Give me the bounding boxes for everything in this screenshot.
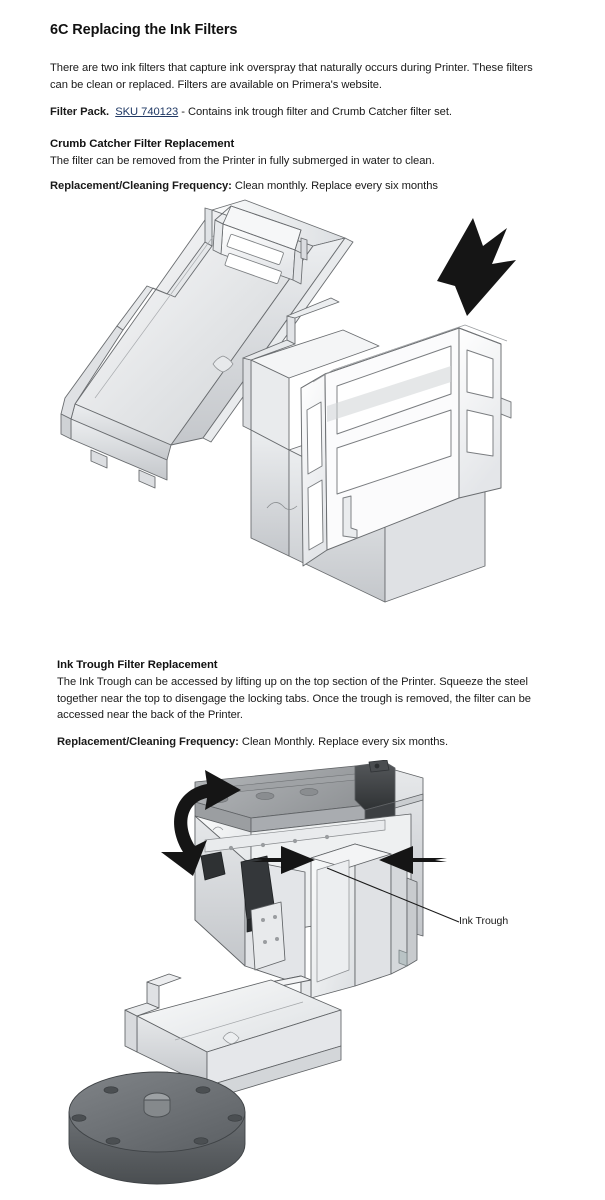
ink-trough-heading: Ink Trough Filter Replacement [57,659,218,671]
up-arrow-icon [437,218,516,316]
filter-pack-label: Filter Pack. [50,106,110,118]
filter-pack-line [50,104,550,121]
ink-trough-body: The Ink Trough can be accessed by lifting up on the top section of the Printer. Squeeze the steel together near the top to disengage the locking tabs. Once the trough is removed, the filter can be accessed near the back of the Printer. [57,676,531,721]
ink-trough-frequency-label: Replacement/Cleaning Frequency: [57,736,239,748]
ink-trough-frequency-value: Clean Monthly. Replace every six months. [238,736,449,748]
intro-paragraph: There are two ink filters that capture ink overspray that naturally occurs during Printer. These filters can be clean or replaced. Filters are available on Primera's website. [50,62,533,91]
crumb-catcher-frequency [50,180,438,192]
sku-link[interactable]: SKU 740123 [115,106,179,118]
filter-pack-tail: - Contains ink trough filter and Crumb Catcher filter set. [178,106,452,118]
ink-trough-printer-diagram [55,760,525,1190]
ink-trough-callout-label: Ink Trough [459,915,509,927]
page-title: 6C Replacing the Ink Filters [50,22,238,38]
crumb-catcher-heading: Crumb Catcher Filter Replacement [50,138,235,150]
crumb-catcher-exploded-diagram [55,198,555,638]
ink-trough-frequency [57,736,448,748]
crumb-catcher-frequency-label: Replacement/Cleaning Frequency: [50,180,232,192]
crumb-catcher-frequency-value: Clean monthly. Replace every six months [231,180,438,192]
crumb-catcher-body: The filter can be removed from the Printer in fully submerged in water to clean. [50,155,435,167]
